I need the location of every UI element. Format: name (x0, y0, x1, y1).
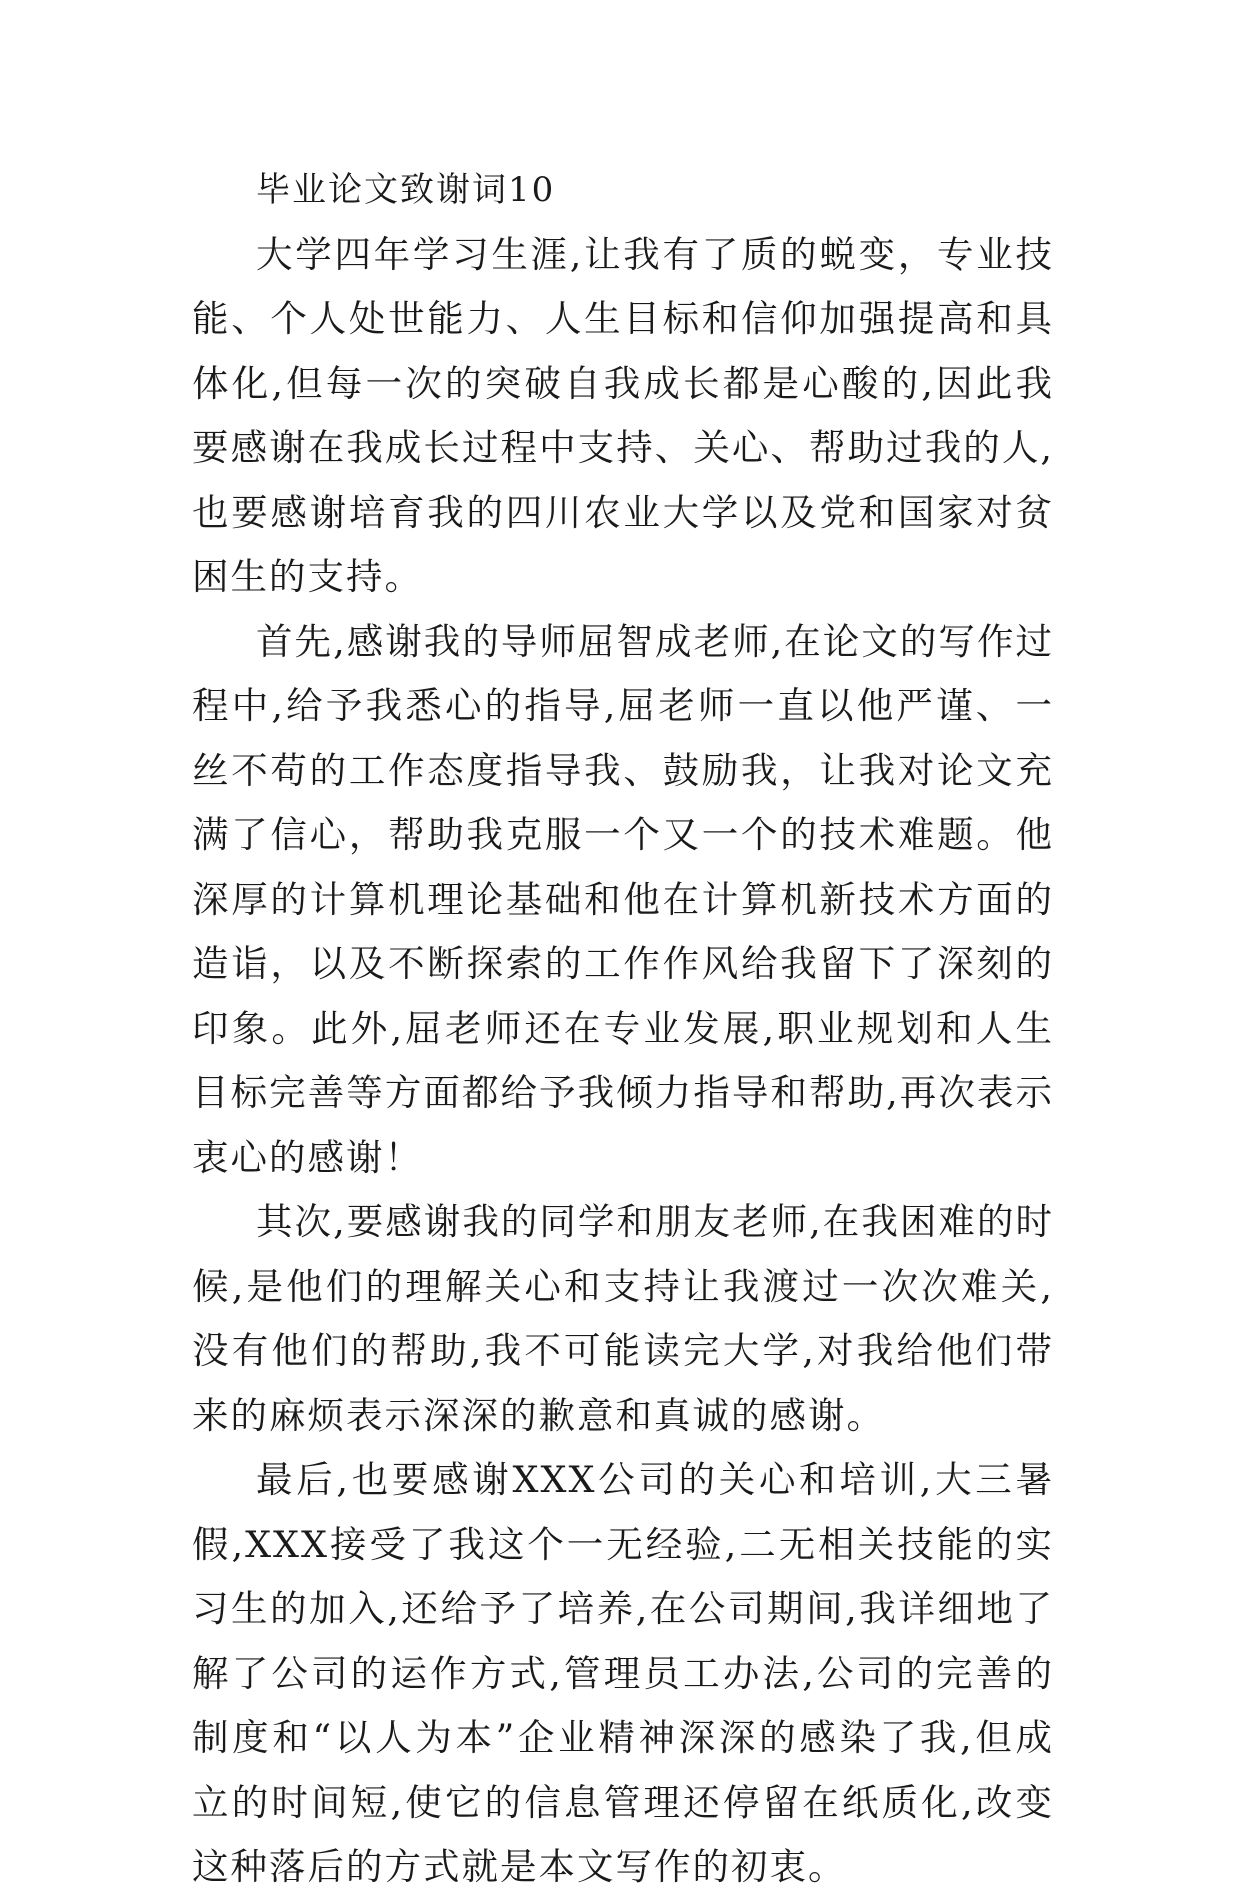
paragraph-advisor-thanks: 首先,感谢我的导师屈智成老师,在论文的写作过程中,给予我悉心的指导,屈老师一直以他严谨、一丝不苟的工作态度指导我、鼓励我，让我对论文充满了信心，帮助我克服一个又一个的技术难题。他深厚的计算机理论基础和他在计算机新技术方面的造诣，以及不断探索的工作作风给我留下了深刻的印象。此外,屈老师还在专业发展,职业规划和人生目标完善等方面都给予我倾力指导和帮助,再次表示衷心的感谢！ (192, 619, 1054, 1179)
paragraph-company-thanks: 最后,也要感谢XXX公司的关心和培训,大三暑假,XXX接受了我这个一无经验,二无相关技能的实习生的加入,还给予了培养,在公司期间,我详细地了解了公司的运作方式,管理员工办法,公司的完善的制度和“以人为本”企业精神深深的感染了我,但成立的时间短,使它的信息管理还停留在纸质化,改变这种落后的方式就是本文写作的初衷。 (192, 1458, 1054, 1888)
document-body (192, 158, 1054, 1900)
paragraph-intro: 大学四年学习生涯,让我有了质的蜕变，专业技能、个人处世能力、人生目标和信仰加强提高和具体化,但每一次的突破自我成长都是心酸的,因此我要感谢在我成长过程中支持、关心、帮助过我的人,也要感谢培育我的四川农业大学以及党和国家对贫困生的支持。 (192, 232, 1054, 598)
paragraph-classmates-thanks: 其次,要感谢我的同学和朋友老师,在我困难的时候,是他们的理解关心和支持让我渡过一次次难关,没有他们的帮助,我不可能读完大学,对我给他们带来的麻烦表示深深的歉意和真诚的感谢。 (192, 1200, 1054, 1437)
document-title: 毕业论文致谢词10 (256, 170, 556, 210)
